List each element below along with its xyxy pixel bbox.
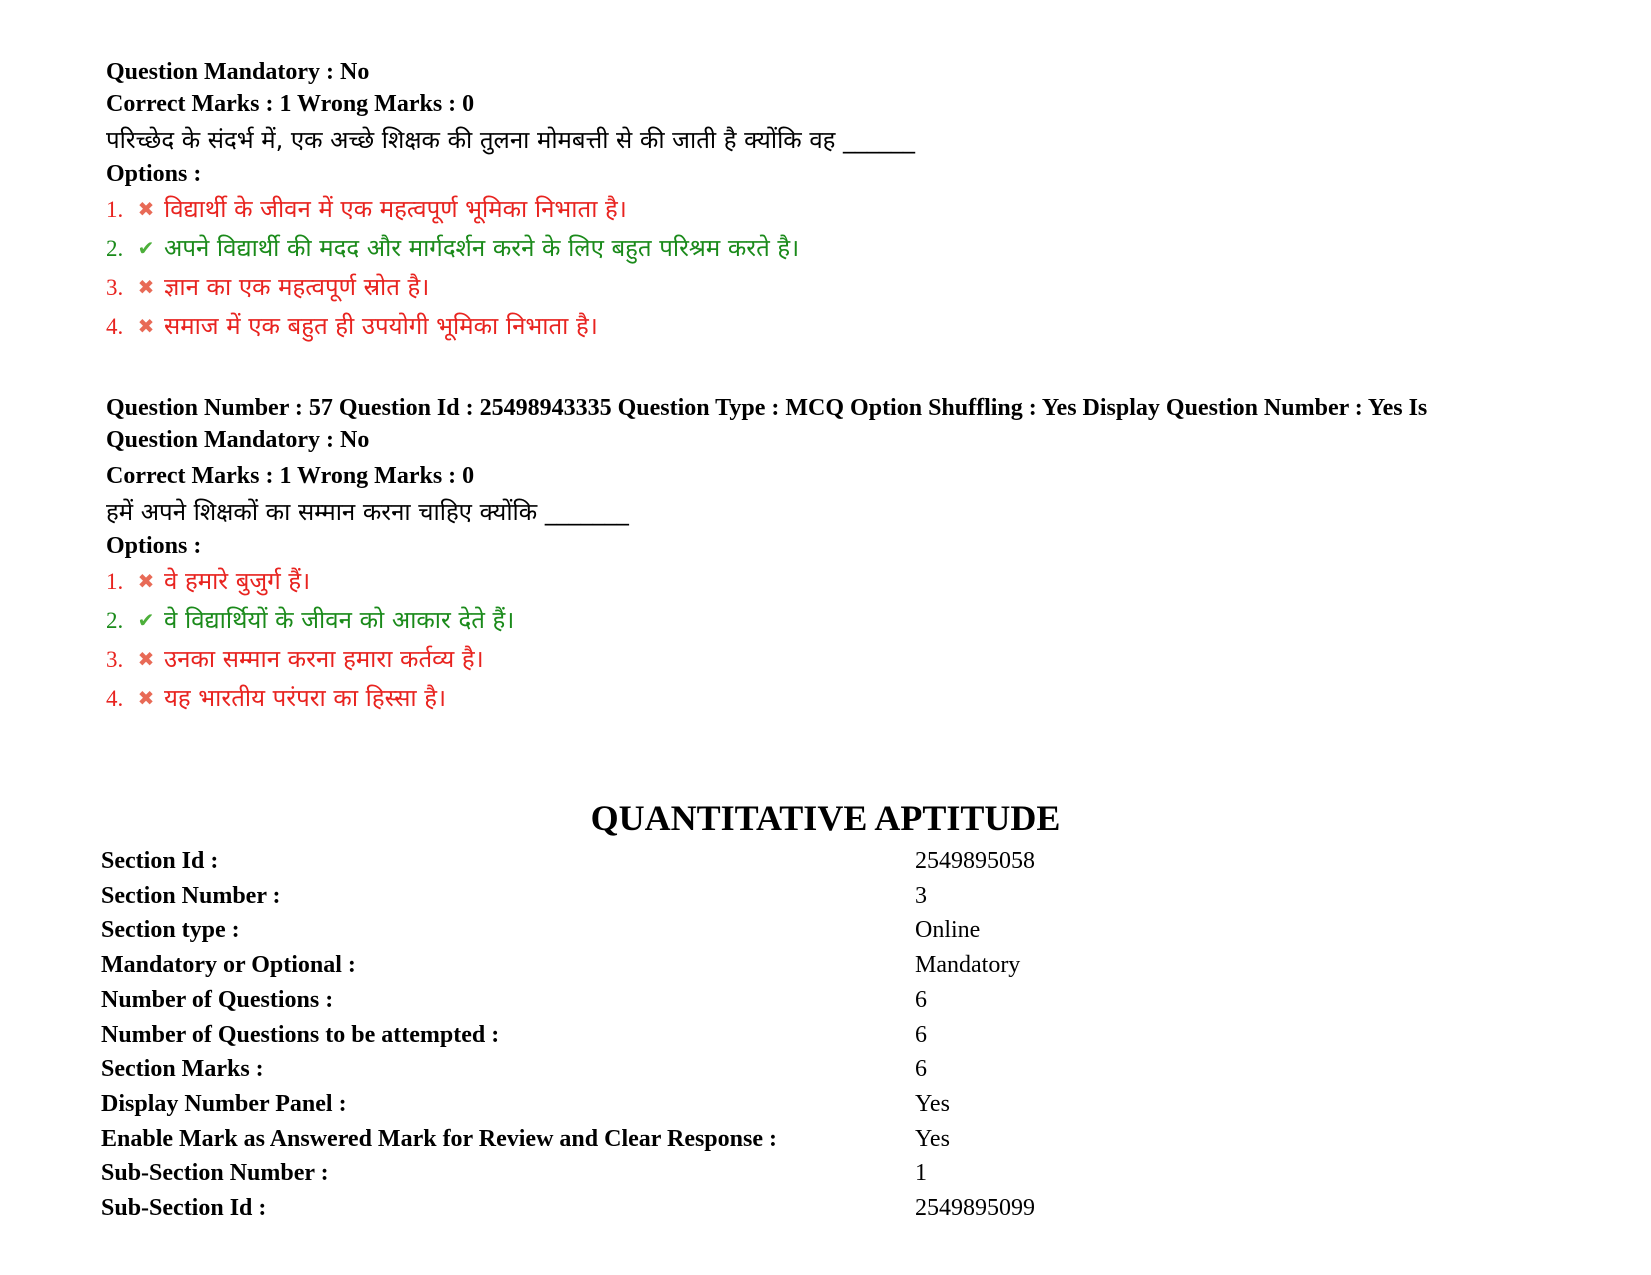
row-value: Online xyxy=(915,917,981,944)
row-label: Enable Mark as Answered Mark for Review and Clear Response : xyxy=(101,1125,777,1152)
cross-icon: ✖ xyxy=(137,314,155,338)
question-mandatory: Question Mandatory : No xyxy=(106,59,370,85)
option-text: वे हमारे बुजुर्ग हैं। xyxy=(164,567,311,595)
questions-attempted-row xyxy=(101,1018,1401,1053)
section-number-row xyxy=(101,879,1401,914)
option-text: वे विद्यार्थियों के जीवन को आकार देते हैं। xyxy=(164,606,515,634)
option-text: उनका सम्मान करना हमारा कर्तव्य है। xyxy=(164,645,484,673)
options-list xyxy=(106,562,1546,718)
question-57 xyxy=(106,392,1546,718)
row-value: Yes xyxy=(915,1090,950,1117)
section-marks-row xyxy=(101,1052,1401,1087)
option-1 xyxy=(106,190,1546,229)
option-number: 3. xyxy=(106,647,124,672)
cross-icon: ✖ xyxy=(137,686,155,710)
row-label: Sub-Section Id : xyxy=(101,1195,267,1222)
option-1 xyxy=(106,562,1546,601)
row-label: Section type : xyxy=(101,917,240,944)
option-text: समाज में एक बहुत ही उपयोगी भूमिका निभाता है। xyxy=(164,312,598,340)
row-value: 6 xyxy=(915,1056,927,1083)
check-icon: ✔ xyxy=(137,236,155,260)
row-value: 6 xyxy=(915,1021,927,1048)
option-number: 4. xyxy=(106,314,124,339)
options-list xyxy=(106,190,1546,346)
row-value: 2549895099 xyxy=(915,1195,1035,1222)
option-number: 1. xyxy=(106,569,124,594)
section-type-row xyxy=(101,913,1401,948)
display-number-panel-row xyxy=(101,1087,1401,1122)
option-text: विद्यार्थी के जीवन में एक महत्वपूर्ण भूमिका निभाता है। xyxy=(164,195,627,223)
sub-section-id-row xyxy=(101,1191,1401,1226)
question-header: Question Number : 57 Question Id : 25498943335 Question Type : MCQ Option Shuffling : Yes Display Question Number : Yes Is xyxy=(106,395,1428,421)
option-2 xyxy=(106,601,1546,640)
section-info-table xyxy=(101,844,1401,1226)
row-label: Mandatory or Optional : xyxy=(101,952,356,979)
row-label: Sub-Section Number : xyxy=(101,1160,329,1187)
question-text: परिच्छेद के संदर्भ में, एक अच्छे शिक्षक की तुलना मोमबत्ती से की जाती है क्योंकि वह ______ xyxy=(106,126,916,154)
number-of-questions-row xyxy=(101,983,1401,1018)
row-label: Display Number Panel : xyxy=(101,1090,347,1117)
row-value: 6 xyxy=(915,986,927,1013)
row-label: Section Id : xyxy=(101,848,219,874)
option-3 xyxy=(106,268,1546,307)
row-value: Yes xyxy=(915,1125,950,1152)
option-number: 4. xyxy=(106,686,124,711)
sub-section-number-row xyxy=(101,1156,1401,1191)
option-text: ज्ञान का एक महत्वपूर्ण स्रोत है। xyxy=(164,273,430,301)
option-number: 2. xyxy=(106,236,124,261)
option-text: यह भारतीय परंपरा का हिस्सा है। xyxy=(164,684,447,712)
option-2 xyxy=(106,229,1546,268)
row-label: Number of Questions : xyxy=(101,986,334,1013)
cross-icon: ✖ xyxy=(137,569,155,593)
question-marks: Correct Marks : 1 Wrong Marks : 0 xyxy=(106,91,475,117)
row-value: 1 xyxy=(915,1160,927,1187)
row-label: Number of Questions to be attempted : xyxy=(101,1021,500,1048)
option-text: अपने विद्यार्थी की मदद और मार्गदर्शन करने के लिए बहुत परिश्रम करते है। xyxy=(164,234,800,262)
section-title: QUANTITATIVE APTITUDE xyxy=(590,798,1061,838)
row-value: Mandatory xyxy=(915,952,1021,979)
check-icon: ✔ xyxy=(137,608,155,632)
row-label: Section Number : xyxy=(101,882,281,909)
options-label: Options : xyxy=(106,533,202,559)
option-4 xyxy=(106,679,1546,718)
question-56 xyxy=(106,56,1546,346)
option-3 xyxy=(106,640,1546,679)
option-number: 1. xyxy=(106,197,124,222)
question-mandatory: Question Mandatory : No xyxy=(106,427,370,453)
enable-mark-row xyxy=(101,1122,1401,1157)
options-label: Options : xyxy=(106,161,202,187)
option-number: 2. xyxy=(106,608,124,633)
option-4 xyxy=(106,307,1546,346)
mandatory-row xyxy=(101,948,1401,983)
option-number: 3. xyxy=(106,275,124,300)
section-id-row xyxy=(101,844,1401,879)
cross-icon: ✖ xyxy=(137,197,155,221)
row-value: 3 xyxy=(915,882,927,909)
row-value: 2549895058 xyxy=(915,848,1035,874)
question-marks: Correct Marks : 1 Wrong Marks : 0 xyxy=(106,463,475,489)
cross-icon: ✖ xyxy=(137,275,155,299)
row-label: Section Marks : xyxy=(101,1056,264,1083)
question-text: हमें अपने शिक्षकों का सम्मान करना चाहिए क्योंकि _______ xyxy=(106,498,629,526)
cross-icon: ✖ xyxy=(137,647,155,671)
